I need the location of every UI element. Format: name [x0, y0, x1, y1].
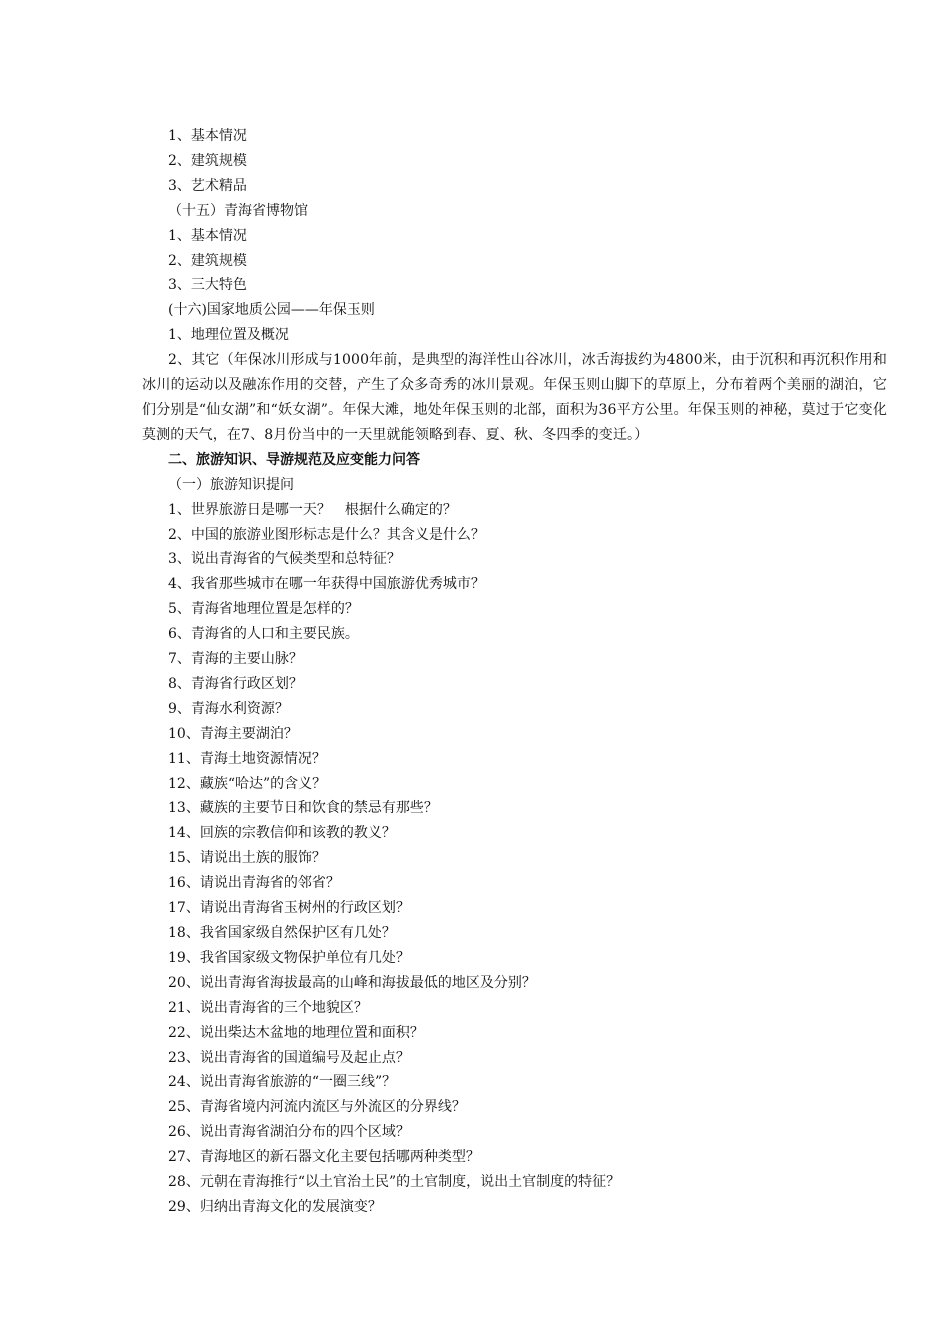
section-title-museum: （十五）青海省博物馆 [168, 202, 308, 219]
question-list [142, 498, 887, 1220]
question-item: 3、说出青海省的气候类型和总特征？ [168, 551, 401, 568]
question-item: 23、说出青海省的国道编号及起止点？ [168, 1049, 410, 1066]
question-item: 22、说出柴达木盆地的地理位置和面积？ [168, 1024, 424, 1041]
question-item: 7、青海的主要山脉？ [168, 651, 303, 668]
question-item: 28、元朝在青海推行“以土官治土民”的土官制度，说出土官制度的特征？ [168, 1174, 621, 1191]
question-item: 18、我省国家级自然保护区有几处？ [168, 925, 396, 941]
question-item: 17、请说出青海省玉树州的行政区划？ [168, 900, 410, 917]
list-item: 1、地理位置及概况 [168, 327, 289, 344]
question-item: 5、青海省地理位置是怎样的？ [168, 601, 359, 618]
paragraph-geopark-other: 2、其它（年保冰川形成与1000年前，是典型的海洋性山谷冰川，冰舌海拔约为4800米，由于沉积和再沉积作用和冰川的运动以及融冻作用的交替，产生了众多奇秀的冰川景观。年保玉则山脚下的草原上，分布着两个美丽的湖泊，它们分别是“仙女湖”和“妖女湖”。年保大滩，地处年保玉则的北部，面积为36平方公里。年保玉则的神秘，莫过于它变化莫测的天气，在7、8月份当中的一天里就能领略到春、夏、秋、冬四季的变迁。） [142, 352, 887, 443]
question-item: 14、回族的宗教信仰和该教的教义？ [168, 825, 396, 842]
question-item: 4、我省那些城市在哪一年获得中国旅游优秀城市？ [168, 576, 485, 593]
question-item: 15、请说出土族的服饰？ [168, 850, 326, 867]
question-item: 13、藏族的主要节日和饮食的禁忌有那些？ [168, 800, 438, 817]
question-item: 16、请说出青海省的邻省？ [168, 875, 340, 892]
list-item: 3、艺术精品 [168, 177, 247, 194]
question-item: 1、世界旅游日是哪一天？ 根据什么确定的？ [168, 501, 457, 518]
question-item: 26、说出青海省湖泊分布的四个区域？ [168, 1124, 410, 1141]
list-item: 1、基本情况 [168, 128, 247, 144]
document-body [142, 124, 887, 1220]
question-item: 19、我省国家级文物保护单位有几处？ [168, 949, 410, 966]
question-item: 11、青海土地资源情况？ [168, 750, 326, 767]
question-item: 8、青海省行政区划？ [168, 675, 303, 692]
question-item: 10、青海主要湖泊？ [168, 725, 298, 742]
question-item: 12、藏族“哈达”的含义？ [168, 775, 327, 792]
question-item: 27、青海地区的新石器文化主要包括哪两种类型？ [168, 1149, 480, 1166]
question-item: 6、青海省的人口和主要民族。 [168, 626, 359, 643]
question-item: 24、说出青海省旅游的“一圈三线”？ [168, 1074, 397, 1091]
question-item: 25、青海省境内河流内流区与外流区的分界线？ [168, 1099, 466, 1116]
section-heading: 二、旅游知识、导游规范及应变能力问答 [168, 451, 420, 468]
subsection-title: （一）旅游知识提问 [168, 476, 294, 493]
list-item: 2、建筑规模 [168, 152, 247, 169]
question-item: 20、说出青海省海拔最高的山峰和海拔最低的地区及分别？ [168, 974, 536, 991]
question-item: 2、中国的旅游业图形标志是什么？其含义是什么？ [168, 526, 485, 543]
list-item: 2、建筑规模 [168, 252, 247, 269]
list-item: 1、基本情况 [168, 227, 247, 244]
section-title-geopark: (十六)国家地质公园——年保玉则 [168, 302, 375, 319]
list-item: 3、三大特色 [168, 277, 247, 294]
question-item: 9、青海水利资源？ [168, 700, 289, 717]
question-item: 29、归纳出青海文化的发展演变？ [168, 1198, 382, 1215]
question-item: 21、说出青海省的三个地貌区？ [168, 999, 368, 1016]
